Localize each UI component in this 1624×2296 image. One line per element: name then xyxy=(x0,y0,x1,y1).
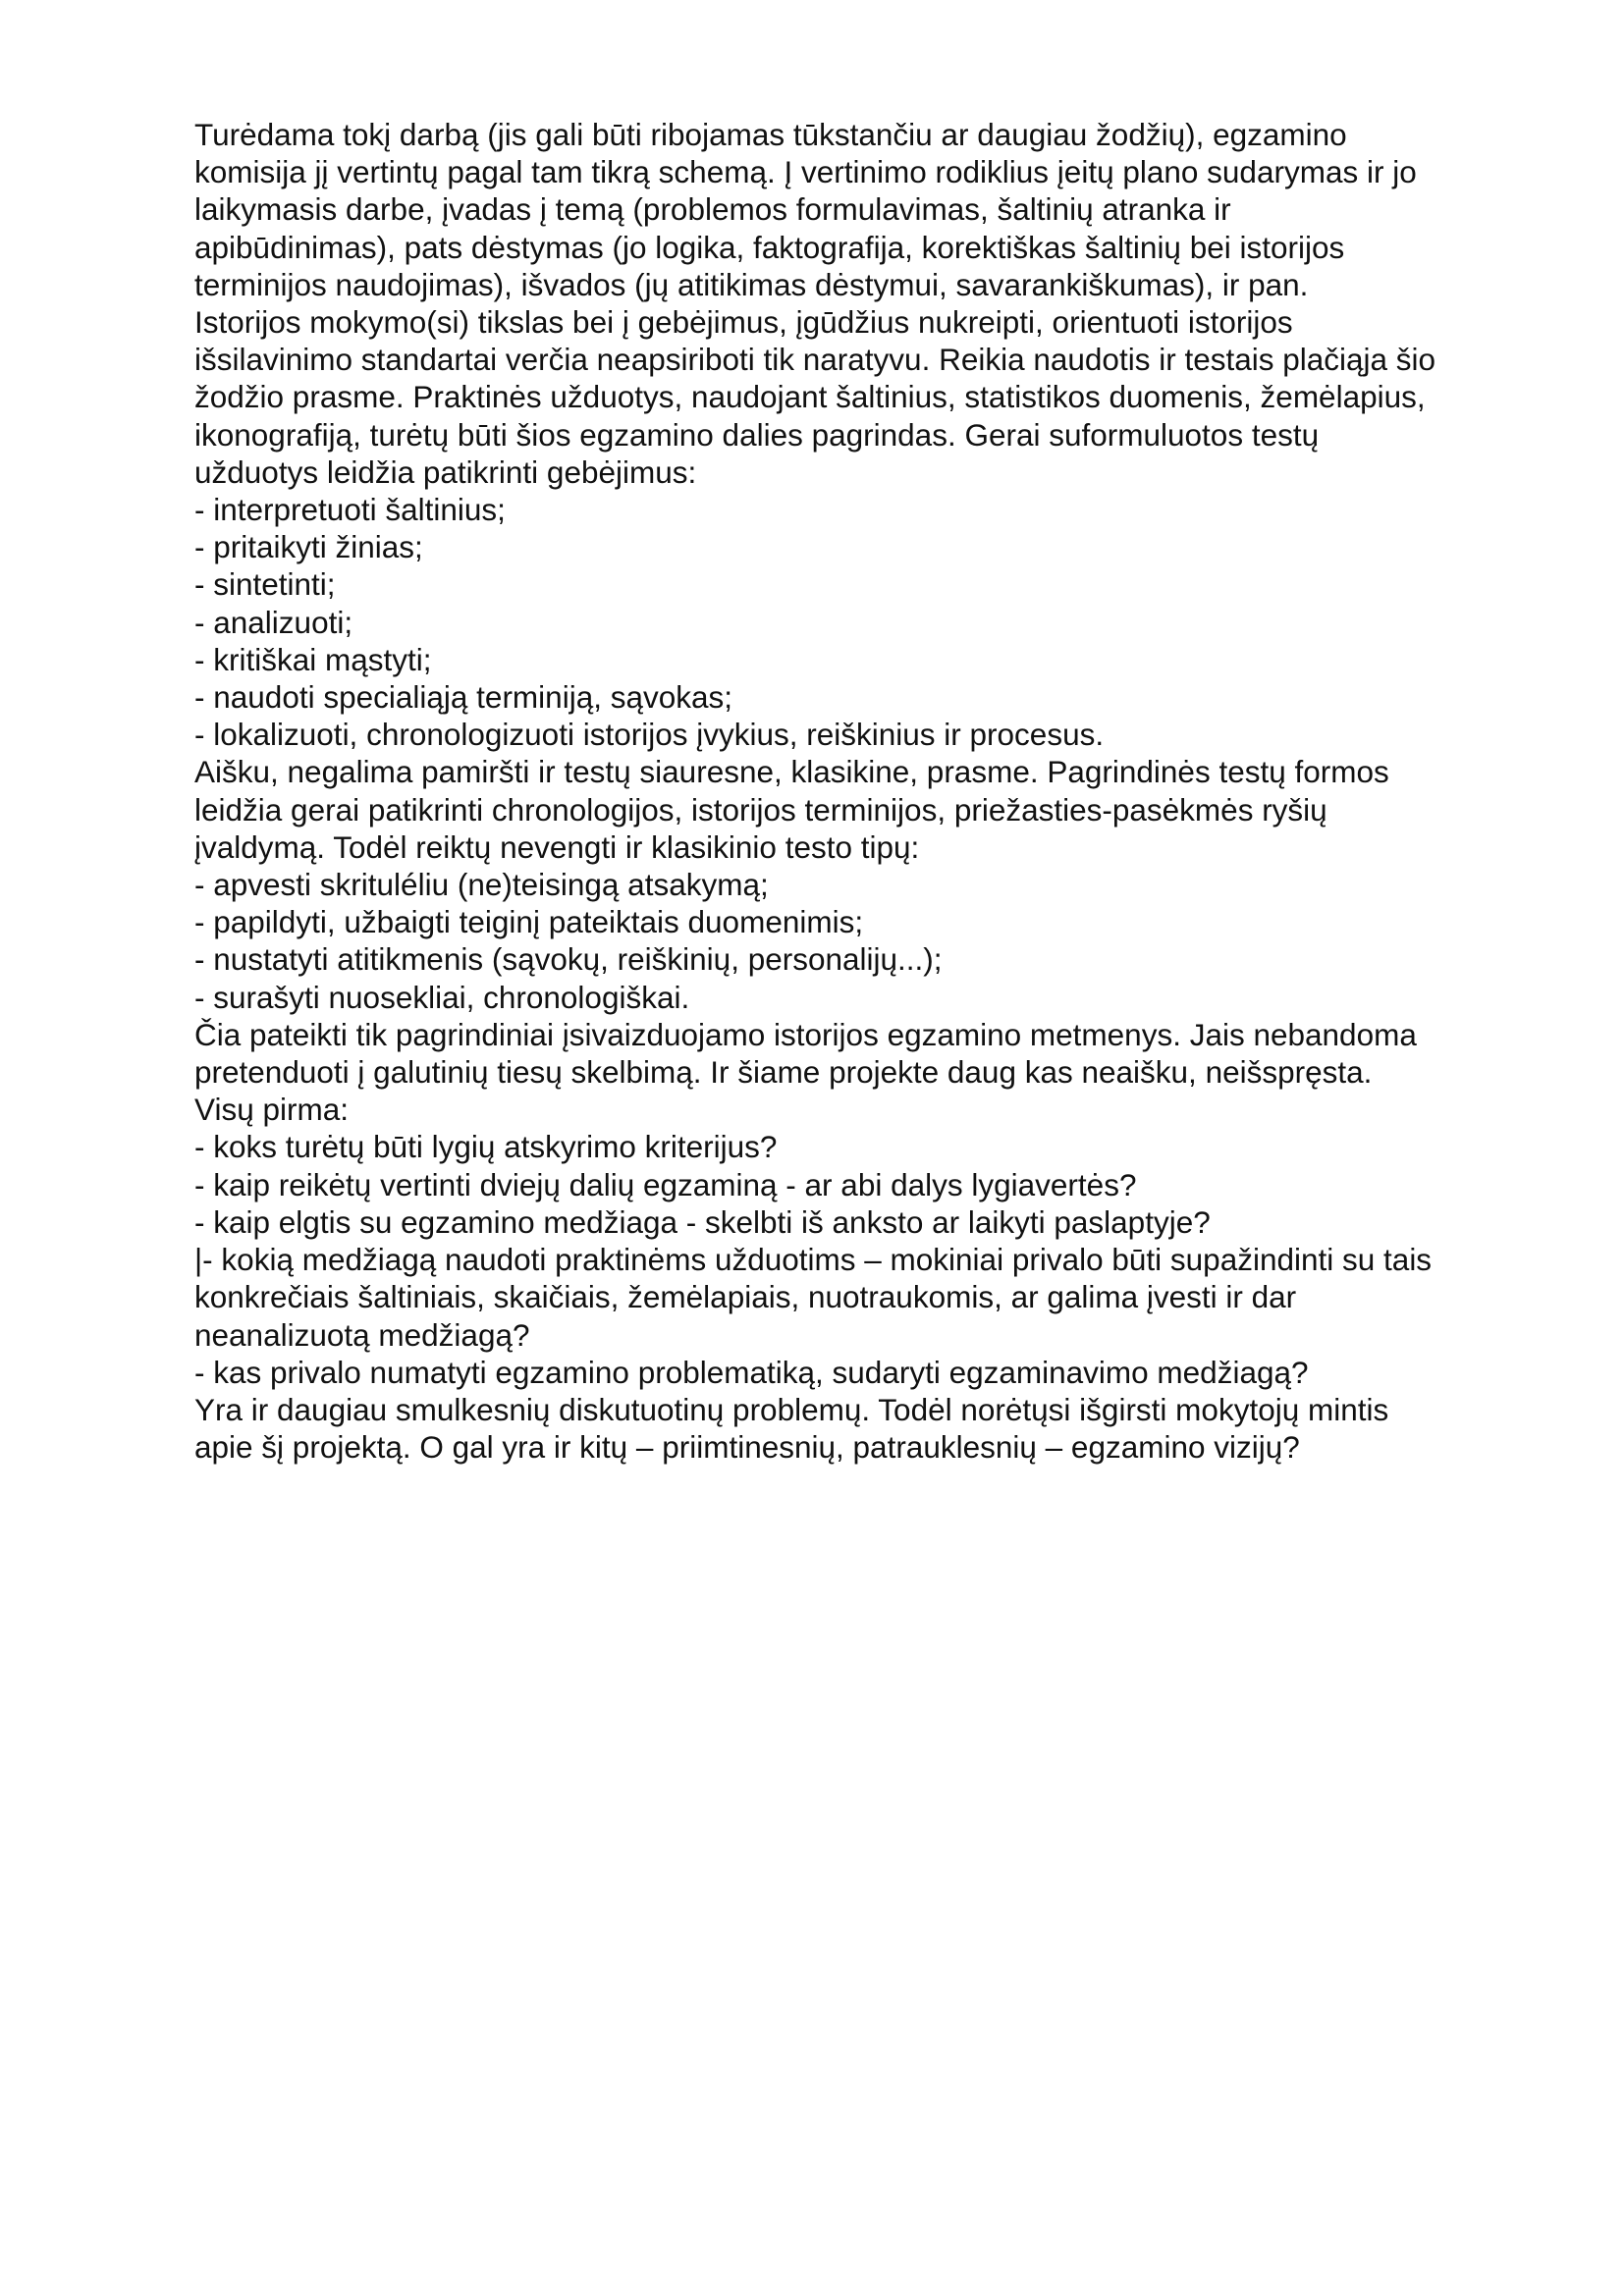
text-line: konkrečiais šaltiniais, skaičiais, žemėlapiais, nuotraukomis, ar galima įvesti ir dar xyxy=(194,1279,1297,1315)
text-line: pretenduoti į galutinių tiesų skelbimą. Ir šiame projekte daug kas neaišku, neišspręsta. xyxy=(194,1054,1373,1091)
text-line: Istorijos mokymo(si) tikslas bei į gebėjimus, įgūdžius nukreipti, orientuoti istorijos xyxy=(194,304,1293,341)
text-line: Turėdama tokį darbą (jis gali būti ribojamas tūkstančiu ar daugiau žodžių), egzamino xyxy=(194,117,1347,152)
list-item: - papildyti, užbaigti teiginį pateiktais duomenimis; xyxy=(194,904,864,940)
list-item: - analizuoti; xyxy=(194,604,353,640)
list-item: - surašyti nuosekliai, chronologiškai. xyxy=(194,979,690,1015)
text-line: Čia pateikti tik pagrindiniai įsivaizduojamo istorijos egzamino metmenys. Jais nebandoma xyxy=(194,1016,1417,1052)
list-item: - kritiškai mąstyti; xyxy=(194,641,432,677)
text-line: komisija jį vertintų pagal tam tikrą schemą. Į vertinimo rodiklius įeitų plano sudarymas ir jo xyxy=(194,154,1417,190)
list-item: - lokalizuoti, chronologizuoti istorijos įvykius, reiškinius ir procesus. xyxy=(194,717,1105,753)
text-line: neanalizuotą medžiagą? xyxy=(194,1316,530,1353)
list-item: - kaip reikėtų vertinti dviejų dalių egzaminą - ar abi dalys lygiavertės? xyxy=(194,1166,1137,1202)
text-line: Yra ir daugiau smulkesnių diskutuotinų problemų. Todėl norėtųsi išgirsti mokytojų mintis xyxy=(194,1391,1389,1427)
text-line: įvaldymą. Todėl reiktų nevengti ir klasikinio testo tipų: xyxy=(194,828,920,865)
text-line: terminijos naudojimas), išvados (jų atitikimas dėstymui, savarankiškumas), ir pan. xyxy=(194,266,1309,302)
list-item: - nustatyti atitikmenis (sąvokų, reiškinių, personalijų...); xyxy=(194,941,943,978)
list-item: - kaip elgtis su egzamino medžiaga - skelbti iš anksto ar laikyti paslaptyje? xyxy=(194,1203,1211,1240)
text-line: Aišku, negalima pamiršti ir testų siauresne, klasikine, prasme. Pagrindinės testų formos xyxy=(194,754,1389,790)
text-line: ikonografiją, turėtų būti šios egzamino dalies pagrindas. Gerai suformuluotos testų xyxy=(194,416,1320,453)
list-item: - apvesti skrituléliu (ne)teisingą atsakymą; xyxy=(194,867,769,903)
text-line: apie šį projektą. O gal yra ir kitų – priimtinesnių, patrauklesnių – egzamino vizijų? xyxy=(194,1429,1300,1466)
list-item: - koks turėtų būti lygių atskyrimo kriterijus? xyxy=(194,1129,778,1165)
text-line: laikymasis darbe, įvadas į temą (problemos formulavimas, šaltinių atranka ir xyxy=(194,191,1231,228)
text-line: užduotys leidžia patikrinti gebėjimus: xyxy=(194,454,697,490)
text-line: apibūdinimas), pats dėstymas (jo logika, faktografija, korektiškas šaltinių bei istorijos xyxy=(194,229,1345,265)
list-item: - sintetinti; xyxy=(194,566,336,603)
text-line: išsilavinimo standartai verčia neapsiriboti tik naratyvu. Reikia naudotis ir testais plačiąja šio xyxy=(194,342,1436,378)
list-item: - naudoti specialiąją terminiją, sąvokas; xyxy=(194,679,733,716)
text-line: Visų pirma: xyxy=(194,1092,349,1128)
document-body xyxy=(194,116,1490,1466)
text-line: leidžia gerai patikrinti chronologijos, istorijos terminijos, priežasties-pasėkmės ryšių xyxy=(194,791,1327,828)
list-item: |- kokią medžiagą naudoti praktinėms užduotims – mokiniai privalo būti supažindinti su tais xyxy=(194,1242,1433,1278)
list-item: - pritaikyti žinias; xyxy=(194,529,423,565)
text-line: žodžio prasme. Praktinės užduotys, naudojant šaltinius, statistikos duomenis, žemėlapius, xyxy=(194,379,1426,415)
list-item: - kas privalo numatyti egzamino problematiką, sudaryti egzaminavimo medžiagą? xyxy=(194,1354,1309,1390)
list-item: - interpretuoti šaltinius; xyxy=(194,492,506,528)
